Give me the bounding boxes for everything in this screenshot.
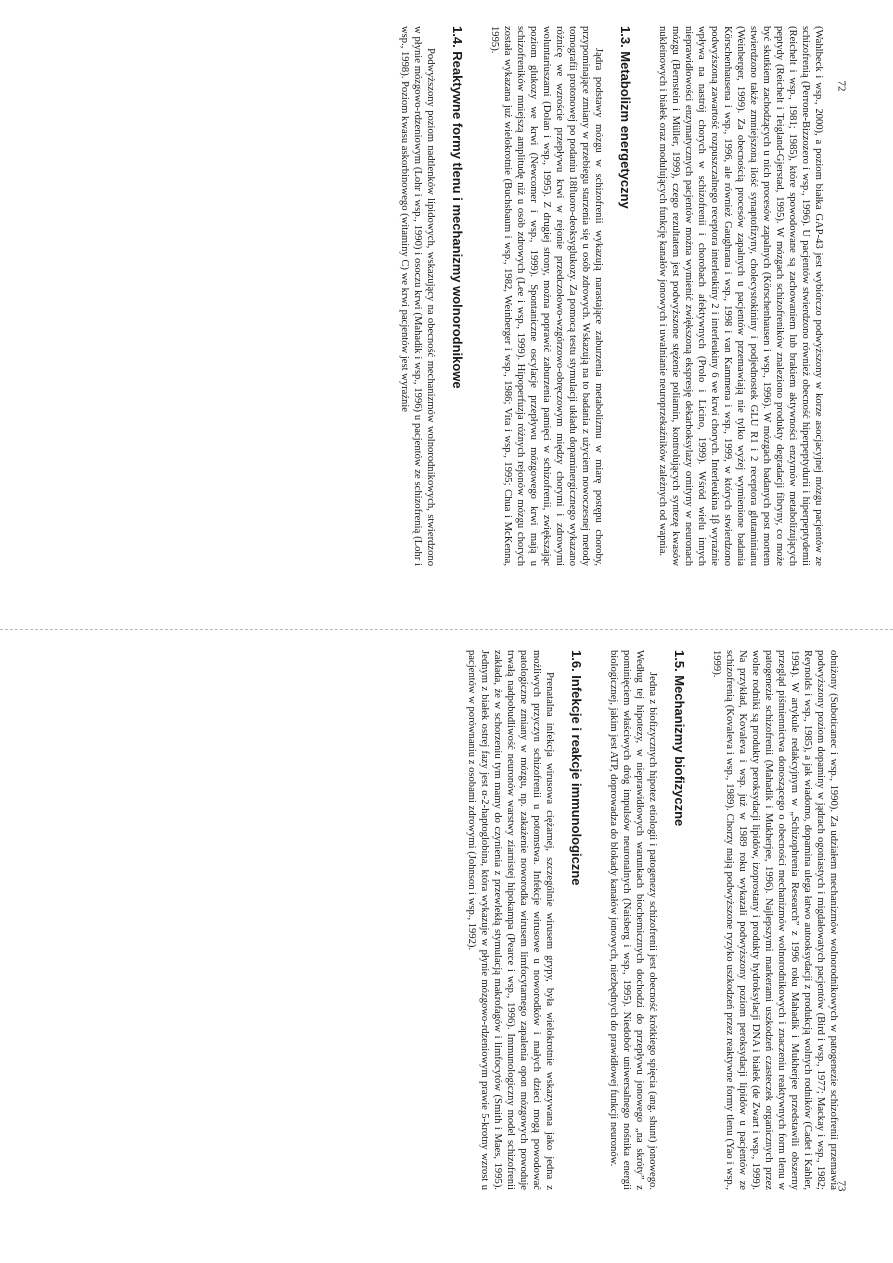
page-number-right: 73 bbox=[835, 1180, 848, 1192]
paragraph: obniżony (Suboticanec i wsp., 1990). Za udziałem mechanizmów wolnorodnikowych w patogenezie schizofrenii przemawia podwyższony poziom dopaminy w jądrach ogoniastych i migdałowatych pacjentów (Bird i wsp., 1977; Mackay i wsp., 1982; Reynolds i wsp., 1985), a jak wiadomo, dopamina ulega łatwo autooksydacji z produkcją wolnych rodników (Cadet i Kahler, 1994). W artykule redakcyjnym w „Schizophrenia Research” z 1996 roku Mahadik i Mukherjee przedstawili obszerny przegląd piśmiennictwa donoszącego o obecności mechanizmów wolnorodnikowych i znaczeniu reaktywnych form tlenu w patogenezie schizofrenii (Mahadik i Mukherjee, 1996). Najlepszymi markerami uszkodzeń czasteczek organicznych przez wolne rodniki są produkty peroksydacji lipidów, izoprostany i produkty hydroksylacji DNA i białek (de Zwart i wsp., 1999). Na przykład, Kovaleva i wsp. już w 1989 roku wykazali podwyższony poziom peroksydacji lipidów u pacjentów ze schizofrenią (Kovaleva i wsp., 1989). Chorzy mają podwyższone ryzyko uszkodzeń przez reaktywne formy tlenu (Yao i wsp., 1999). bbox=[711, 650, 839, 1190]
section-heading-1-3: 1.3. Metabolizm energetyczny bbox=[618, 26, 633, 209]
paragraph: Podwyższony poziom nadtlenków lipidowych, wskazujący na obecność mechanizmów wolnorodnikowych, stwierdzono w płynie mózgowo-rdzeniowym (Lohr i wsp., 1990) i osoczu krwi (Mahadik i wsp., 1996) u pacjentów ze schizofrenią (Lohr i wsp., 1998). Poziom kwasu askorbinowego (witaminy C) we krwi pacjentów jest wyraźnie bbox=[399, 26, 436, 566]
page-number-left: 72 bbox=[835, 80, 848, 92]
book-page-73 bbox=[440, 650, 840, 1190]
section-heading-1-5: 1.5. Mechanizmy biofizyczne bbox=[672, 650, 687, 827]
section-heading-1-4: 1.4. Reaktywne formy tlenu i mechanizmy wolnorodnikowe bbox=[450, 26, 465, 389]
paragraph: Prenatalna infekcja wirusowa ciężarnej, szczególnie wirusem grypy, była wielokrotnie wskazywana jako jedna z możliwych przyczyn schizofrenii u potomstwa. Infekcje wirusowe u noworodków i małych dzieci mogą powodować patologiczne zmiany w mózgu, np. zakażenie noworodka wirusem limfocytarnego zapalenia opon mózgowych powoduje trwałą nadpobudliwość neuronów warstwy ziarnistej hipokampa (Pearce i wsp., 1996). Immunologiczny model schizofrenii zakłada, że w schorzeniu tym mamy do czynienia z przewlekłą stymulacją makrofagów i limfocytów (Smith i Maes, 1995). Jednym z białek ostrej fazy jest α-2-haptoglobina, która wykazuje w płynie mózgowo-rdzeniowym prawie 5-krotny wzrost u pacjentów w porównaniu z osobami zdrowymi (Johnson i wsp., 1992). bbox=[466, 650, 555, 1190]
paragraph: (Wahlbeck i wsp., 2000), a poziom białka GAP-43 jest wybiórczo podwyższony w korze asocjacyjnej mózgu pacjentów ze schizofrenią (Perrone-Bizzozero i wsp., 1996). U pacjentów stwierdzono również obecność hiperpeptydurii i hiperpeptydemii (Reichelt i wsp., 1981; 1985), które spowodowane są zachowaniem lub brakiem aktywności enzymów metabolizujących peptydy (Reichelt i Teigland-Gjerstad, 1995). W mózgach schizofreników znaleziono produkty degradacji fibryny, co może być skutkiem zachodzących u nich procesów zapalnych (Körschenhausen i wsp., 1996). W mózgach badanych post mortem stwierdzono także zmniejszoną ilość synaptofizyny, cholecystokininy i podjednostek GLU R1 i 2 receptora glutaminianu (Weinberger, 1999). Za obecnością procesów zapalnych u pacjentów przemawiają nie tylko wyżej wymienione badania Körschenhausena i wsp., 1996, ale również Gaughrana i wsp., 1998 i van Kammena i wsp., 1999, w których stwierdzono podwyższoną zawartość rozpuszczalnego receptora interleukiny 2 i interleukiny 6 we krwi chorych. Interleukina 1β wyraźnie wpływa na nastrój chorych w schizofrenii i chorobach afektywnych (Prolo i Licino, 1999). Wśród wielu innych nieprawidłowości enzymatycznych pacjentów można wymienić zwiększoną ekspresję dekarboksylazy ornityny w neuronach mózgu (Bernstein i Müller, 1999), czego rezultatem jest podwyższone stężenie poliamin, kontrolujących syntezę kwasów nukleinowych i białek oraz modulujących funkcję kanałów jonowych i uwalnianie neuroprzekaźników zależnych od wapnia. bbox=[657, 26, 824, 566]
paragraph: Jądra podstawy mózgu w schizofrenii wykazują narastające zaburzenia metabolizmu w miarę postępu choroby, przypominające zmiany w przebiegu starzenia się u osób zdrowych. Wskazują na to badania z użyciem nowoczesnej metody tomografii protonowej po podaniu 18fluoro-deoksyglukozy. Za pomocą testu stymulacji układu dopaminergicznego wykazano różnicę we wzroście przepływu krwi w rejonie przedczołowo-wzgórzowo-obręczowym między chorymi i zdrowymi woluntariuszami (Dolan i wsp., 1995). Z drugiej strony, można poprawić zaburzenia pamięci w schizofrenii, zwiększając poziom glukozy we krwi (Newcomer i wsp., 1999). Spontaniczne oscylacje przepływu mózgowego krwi mają u schizofreników mniejszą amplitudę niż u osób zdrowych (Lee i wsp., 1999). Hipoperfuzja różnych rejonów mózgu chorych została wykazana już wielokrotnie (Buchsbaum i wsp., 1982, Weinberger i wsp., 1986; Vita i wsp., 1995; Chua i McKenna, 1995). bbox=[489, 26, 604, 566]
paragraph: Jedna z biofizycznych hipotez etiologii i patogenezy schizofrenii jest obecność krótkiego spięcia (ang. shunt) jonowego. Według tej hipotezy, w nieprawidłowych warunkach biochemicznych dochodzi do przepływu jonowego „na skróty” z pominięciem właściwych dróg impulsów neuronalnych (Naisberg i wsp., 1995). Niedobór uniwersalnego nośnika energii biologicznej, jakim jest ATP, doprowadza do blokady kanałów jonowych, niezbędnych do prawidłowej funkcji neuronów. bbox=[608, 650, 658, 1190]
book-page-72 bbox=[399, 26, 825, 566]
section-heading-1-6: 1.6. Infekcje i reakcje immunologiczne bbox=[569, 650, 584, 886]
page-gutter-divider bbox=[0, 629, 893, 630]
